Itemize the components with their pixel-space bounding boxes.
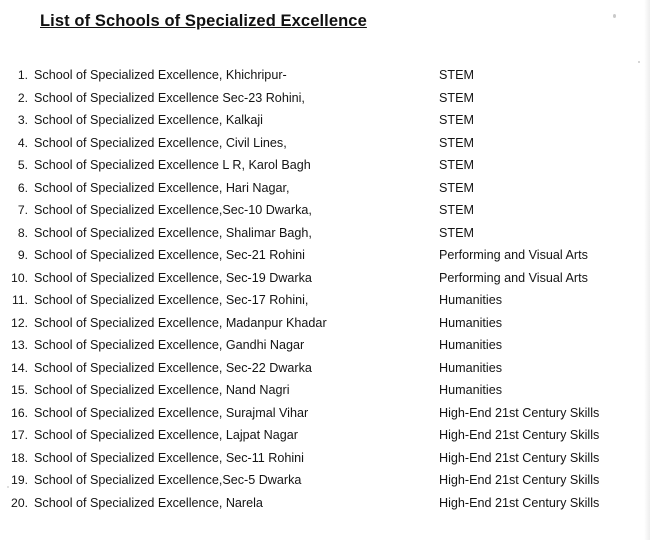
list-item-number: 2. — [17, 90, 28, 105]
list-item — [0, 473, 650, 496]
list-item — [0, 338, 650, 361]
list-item-stream: STEM — [439, 203, 474, 217]
list-item-number: 5. — [17, 158, 28, 172]
list-item — [0, 248, 650, 271]
list-item-number: 16. — [11, 405, 28, 420]
list-item — [0, 158, 650, 181]
list-item-school: School of Specialized Excellence, Sec-11 Rohini — [34, 450, 304, 465]
list-item — [0, 136, 650, 159]
list-item-school: School of Specialized Excellence, Narela — [34, 495, 263, 510]
list-item-stream: STEM — [439, 225, 474, 240]
list-item-stream: Performing and Visual Arts — [439, 248, 588, 262]
list-item-number: 12. — [11, 315, 28, 330]
list-item-stream: STEM — [439, 158, 474, 172]
list-item-number: 3. — [17, 113, 28, 127]
list-item-school: School of Specialized Excellence, Hari Nagar, — [34, 180, 290, 195]
list-item-school: School of Specialized Excellence, Sec-17 Rohini, — [34, 293, 309, 307]
list-item-stream: STEM — [439, 68, 474, 82]
list-item-school: School of Specialized Excellence, Madanpur Khadar — [34, 315, 327, 330]
list-item-number: 1. — [17, 68, 28, 82]
school-list — [0, 68, 650, 518]
list-item-school: School of Specialized Excellence, Kalkaji — [34, 113, 263, 127]
list-item-stream: STEM — [439, 113, 474, 127]
page-edge-shadow — [644, 0, 650, 540]
list-item — [0, 271, 650, 294]
list-item-stream: High-End 21st Century Skills — [439, 495, 600, 510]
list-item-school: School of Specialized Excellence, Civil Lines, — [34, 135, 287, 150]
list-item-number: 9. — [17, 248, 28, 262]
list-item-number: 20. — [11, 495, 28, 510]
list-item — [0, 203, 650, 226]
list-item-school: School of Specialized Excellence, Khichripur- — [34, 68, 287, 82]
list-item-stream: STEM — [439, 135, 474, 150]
list-item-number: 11. — [11, 293, 28, 307]
list-item-number: 6. — [17, 180, 28, 195]
list-item — [0, 406, 650, 429]
list-item-school: School of Specialized Excellence, Sec-22 Dwarka — [34, 360, 312, 375]
list-item — [0, 316, 650, 339]
list-item-number: 17. — [11, 428, 28, 442]
list-item-number: 7. — [17, 203, 28, 217]
list-item-stream: Humanities — [439, 293, 502, 307]
list-item-school: School of Specialized Excellence, Shalimar Bagh, — [34, 225, 312, 240]
list-item-stream: Humanities — [439, 383, 502, 397]
list-item-stream: Humanities — [439, 338, 502, 352]
list-item-school: School of Specialized Excellence, Gandhi Nagar — [34, 338, 305, 352]
list-item — [0, 451, 650, 474]
list-item-number: 13. — [11, 338, 28, 352]
list-item-school: School of Specialized Excellence, Sec-21 Rohini — [34, 248, 305, 262]
list-item-number: 10. — [11, 270, 28, 285]
list-item — [0, 383, 650, 406]
list-item-school: School of Specialized Excellence,Sec-5 Dwarka — [34, 473, 302, 487]
list-item-school: School of Specialized Excellence, Nand Nagri — [34, 383, 290, 397]
list-item-stream: Humanities — [439, 360, 502, 375]
list-item-school: School of Specialized Excellence,Sec-10 Dwarka, — [34, 203, 312, 217]
list-item-school: School of Specialized Excellence L R, Karol Bagh — [34, 158, 311, 172]
scan-artifact — [613, 14, 616, 18]
list-item-number: 18. — [11, 450, 28, 465]
list-item — [0, 293, 650, 316]
list-item — [0, 113, 650, 136]
list-item-stream: STEM — [439, 180, 474, 195]
list-item — [0, 361, 650, 384]
list-item — [0, 428, 650, 451]
list-item-number: 19. — [11, 473, 28, 487]
list-item-number: 15. — [11, 383, 28, 397]
list-item-number: 4. — [17, 135, 28, 150]
list-item-stream: High-End 21st Century Skills — [439, 428, 600, 442]
list-item — [0, 68, 650, 91]
list-item-stream: Performing and Visual Arts — [439, 270, 588, 285]
list-item-school: School of Specialized Excellence, Sec-19 Dwarka — [34, 270, 312, 285]
list-item — [0, 496, 650, 519]
list-item-stream: High-End 21st Century Skills — [439, 473, 600, 487]
list-item-number: 8. — [17, 225, 28, 240]
list-item-number: 14. — [11, 360, 28, 375]
list-item — [0, 181, 650, 204]
list-item-school: School of Specialized Excellence Sec-23 Rohini, — [34, 90, 305, 105]
scan-artifact — [638, 61, 640, 63]
list-item-stream: STEM — [439, 90, 474, 105]
list-item-school: School of Specialized Excellence, Lajpat Nagar — [34, 428, 298, 442]
list-item-school: School of Specialized Excellence, Surajmal Vihar — [34, 405, 309, 420]
list-item-stream: High-End 21st Century Skills — [439, 405, 600, 420]
list-item-stream: Humanities — [439, 315, 502, 330]
list-item — [0, 226, 650, 249]
scan-artifact — [7, 486, 9, 488]
page-title: List of Schools of Specialized Excellence — [40, 12, 367, 30]
list-item-stream: High-End 21st Century Skills — [439, 450, 600, 465]
list-item — [0, 91, 650, 114]
